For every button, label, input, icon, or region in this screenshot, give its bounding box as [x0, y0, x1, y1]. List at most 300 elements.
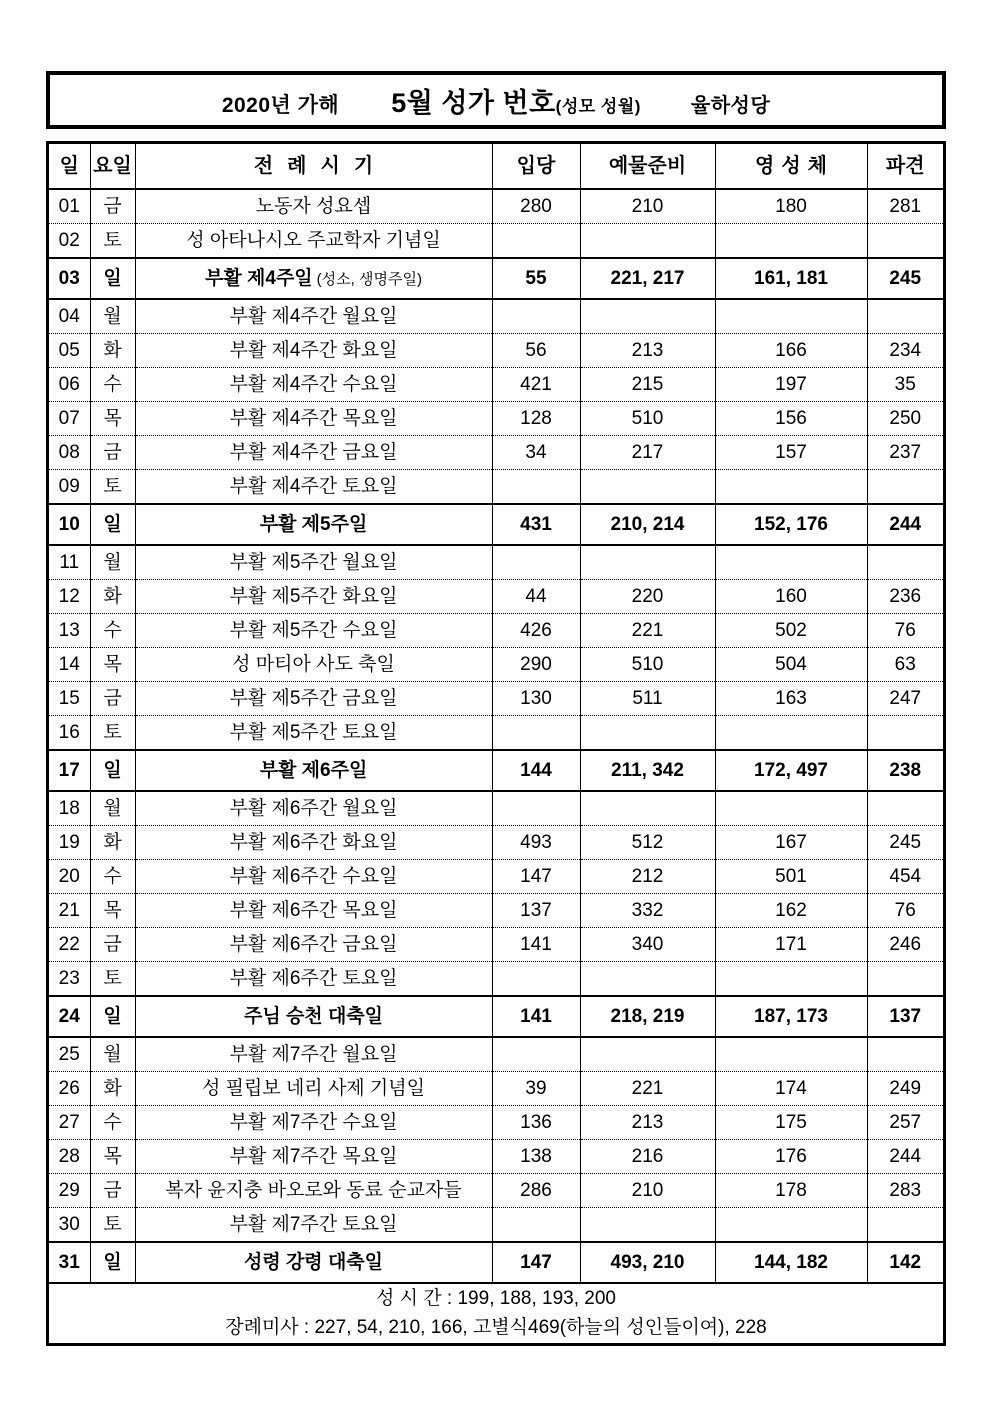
cell-dismissal-hymn: 454: [867, 860, 943, 894]
cell-entrance-hymn: [492, 545, 580, 580]
column-header-liturgy: 전례시기: [135, 144, 492, 189]
cell-liturgy: [135, 682, 492, 716]
cell-dismissal-hymn: 247: [867, 682, 943, 716]
liturgy-name: 성 아타나시오 주교학자 기념일: [186, 229, 441, 251]
footer-line-holy-hour: 성 시 간 : 199, 188, 193, 200: [376, 1288, 616, 1309]
cell-communion-hymn: 167: [715, 826, 867, 860]
cell-entrance-hymn: 44: [492, 580, 580, 614]
liturgy-name: 부활 제4주간 화요일: [229, 339, 398, 361]
cell-weekday: 월: [90, 791, 135, 826]
cell-liturgy: [135, 1037, 492, 1072]
cell-offertory-hymn: 332: [580, 894, 715, 928]
table-row: [49, 580, 943, 614]
cell-day: 11: [49, 545, 90, 580]
table-row: [49, 224, 943, 259]
cell-dismissal-hymn: 238: [867, 750, 943, 791]
footer-line-funeral-mass: 장례미사 : 227, 54, 210, 166, 고별식469(하늘의 성인들이여), 228: [225, 1317, 767, 1339]
cell-weekday: 목: [90, 894, 135, 928]
liturgy-name: 부활 제7주간 목요일: [229, 1145, 398, 1167]
title-parish: 율하성당: [690, 94, 771, 117]
cell-day: 10: [49, 504, 90, 545]
liturgy-name: 부활 제7주간 수요일: [229, 1111, 398, 1133]
cell-communion-hymn: 144, 182: [715, 1242, 867, 1283]
cell-communion-hymn: 161, 181: [715, 258, 867, 299]
document-title-box: [46, 71, 946, 129]
cell-liturgy: [135, 334, 492, 368]
column-header-weekday: 요일: [90, 144, 135, 189]
cell-communion-hymn: 504: [715, 648, 867, 682]
cell-communion-hymn: [715, 299, 867, 334]
cell-day: 21: [49, 894, 90, 928]
cell-day: 25: [49, 1037, 90, 1072]
cell-entrance-hymn: [492, 1037, 580, 1072]
cell-liturgy: [135, 189, 492, 224]
cell-day: 06: [49, 368, 90, 402]
cell-entrance-hymn: 39: [492, 1072, 580, 1106]
table-row: [49, 504, 943, 545]
cell-communion-hymn: 178: [715, 1174, 867, 1208]
cell-communion-hymn: [715, 470, 867, 505]
liturgy-name: 부활 제4주일: [205, 267, 313, 289]
cell-dismissal-hymn: 234: [867, 334, 943, 368]
cell-entrance-hymn: 144: [492, 750, 580, 791]
cell-communion-hymn: [715, 224, 867, 259]
cell-liturgy: [135, 614, 492, 648]
liturgy-name: 부활 제5주간 토요일: [229, 721, 398, 743]
cell-communion-hymn: 156: [715, 402, 867, 436]
cell-entrance-hymn: 286: [492, 1174, 580, 1208]
cell-liturgy: [135, 648, 492, 682]
cell-dismissal-hymn: [867, 470, 943, 505]
cell-communion-hymn: 187, 173: [715, 996, 867, 1037]
cell-liturgy: [135, 996, 492, 1037]
liturgy-name: 복자 윤지충 바오로와 동료 순교자들: [165, 1179, 462, 1201]
cell-day: 15: [49, 682, 90, 716]
cell-dismissal-hymn: [867, 545, 943, 580]
cell-communion-hymn: 157: [715, 436, 867, 470]
table-row: [49, 962, 943, 997]
table-row: [49, 1140, 943, 1174]
cell-dismissal-hymn: [867, 716, 943, 751]
liturgy-name: 부활 제4주간 토요일: [229, 475, 398, 497]
column-header-offertory: 예물준비: [580, 144, 715, 189]
liturgy-name: 노동자 성요셉: [255, 195, 372, 217]
cell-day: 27: [49, 1106, 90, 1140]
liturgy-name: 부활 제6주간 월요일: [229, 797, 398, 819]
table-row: [49, 334, 943, 368]
cell-offertory-hymn: 510: [580, 402, 715, 436]
cell-weekday: 월: [90, 299, 135, 334]
liturgy-name: 부활 제5주간 화요일: [229, 585, 398, 607]
cell-communion-hymn: 175: [715, 1106, 867, 1140]
liturgy-name: 부활 제6주일: [259, 759, 368, 781]
cell-weekday: 화: [90, 1072, 135, 1106]
cell-entrance-hymn: [492, 791, 580, 826]
cell-communion-hymn: 197: [715, 368, 867, 402]
cell-day: 13: [49, 614, 90, 648]
cell-entrance-hymn: 138: [492, 1140, 580, 1174]
page-title: 5월 성가 번호: [391, 87, 556, 118]
liturgy-name: 부활 제4주간 금요일: [229, 441, 398, 463]
cell-dismissal-hymn: [867, 1208, 943, 1243]
cell-day: 16: [49, 716, 90, 751]
column-header-dismissal: 파견: [867, 144, 943, 189]
cell-entrance-hymn: 136: [492, 1106, 580, 1140]
cell-weekday: 화: [90, 580, 135, 614]
cell-offertory-hymn: [580, 299, 715, 334]
liturgy-name: 부활 제6주간 수요일: [229, 865, 398, 887]
cell-liturgy: [135, 928, 492, 962]
liturgy-name: 부활 제5주간 금요일: [229, 687, 398, 709]
cell-entrance-hymn: 431: [492, 504, 580, 545]
liturgy-name: 부활 제6주간 목요일: [229, 899, 398, 921]
cell-day: 09: [49, 470, 90, 505]
cell-dismissal-hymn: [867, 962, 943, 997]
cell-weekday: 토: [90, 224, 135, 259]
table-row: [49, 648, 943, 682]
cell-dismissal-hymn: 250: [867, 402, 943, 436]
cell-dismissal-hymn: 245: [867, 258, 943, 299]
table-row: [49, 750, 943, 791]
cell-weekday: 금: [90, 436, 135, 470]
cell-entrance-hymn: [492, 1208, 580, 1243]
cell-day: 01: [49, 189, 90, 224]
cell-offertory-hymn: 216: [580, 1140, 715, 1174]
cell-day: 18: [49, 791, 90, 826]
table-row: [49, 299, 943, 334]
cell-entrance-hymn: 141: [492, 928, 580, 962]
footer-row: [49, 1283, 943, 1343]
cell-liturgy: [135, 894, 492, 928]
cell-offertory-hymn: 215: [580, 368, 715, 402]
cell-weekday: 금: [90, 189, 135, 224]
table-header-row: [49, 144, 943, 189]
cell-offertory-hymn: 210: [580, 189, 715, 224]
cell-liturgy: [135, 224, 492, 259]
cell-liturgy: [135, 962, 492, 997]
table-row: [49, 894, 943, 928]
table-row: [49, 860, 943, 894]
liturgy-name: 부활 제5주일: [259, 513, 368, 535]
cell-weekday: 수: [90, 1106, 135, 1140]
cell-dismissal-hymn: 236: [867, 580, 943, 614]
cell-offertory-hymn: 210: [580, 1174, 715, 1208]
cell-dismissal-hymn: 257: [867, 1106, 943, 1140]
cell-entrance-hymn: 55: [492, 258, 580, 299]
cell-offertory-hymn: [580, 1208, 715, 1243]
cell-weekday: 일: [90, 750, 135, 791]
cell-entrance-hymn: 141: [492, 996, 580, 1037]
cell-dismissal-hymn: 63: [867, 648, 943, 682]
table-row: [49, 614, 943, 648]
cell-day: 31: [49, 1242, 90, 1283]
table-body: [49, 189, 943, 1283]
cell-dismissal-hymn: [867, 299, 943, 334]
cell-communion-hymn: 501: [715, 860, 867, 894]
cell-communion-hymn: 171: [715, 928, 867, 962]
cell-weekday: 금: [90, 1174, 135, 1208]
cell-offertory-hymn: [580, 962, 715, 997]
cell-offertory-hymn: 213: [580, 334, 715, 368]
cell-liturgy: [135, 860, 492, 894]
cell-liturgy: [135, 258, 492, 299]
cell-weekday: 일: [90, 996, 135, 1037]
cell-day: 05: [49, 334, 90, 368]
cell-dismissal-hymn: 35: [867, 368, 943, 402]
cell-offertory-hymn: 221, 217: [580, 258, 715, 299]
cell-weekday: 월: [90, 545, 135, 580]
column-header-entrance: 입당: [492, 144, 580, 189]
table-row: [49, 682, 943, 716]
cell-weekday: 일: [90, 1242, 135, 1283]
table-row: [49, 1072, 943, 1106]
cell-communion-hymn: [715, 1037, 867, 1072]
liturgy-name: 부활 제4주간 목요일: [229, 407, 398, 429]
cell-day: 02: [49, 224, 90, 259]
cell-liturgy: [135, 1208, 492, 1243]
cell-offertory-hymn: 212: [580, 860, 715, 894]
cell-liturgy: [135, 580, 492, 614]
cell-offertory-hymn: 510: [580, 648, 715, 682]
cell-offertory-hymn: 220: [580, 580, 715, 614]
cell-entrance-hymn: [492, 962, 580, 997]
cell-day: 24: [49, 996, 90, 1037]
cell-offertory-hymn: 213: [580, 1106, 715, 1140]
cell-weekday: 목: [90, 402, 135, 436]
cell-communion-hymn: 172, 497: [715, 750, 867, 791]
cell-entrance-hymn: 128: [492, 402, 580, 436]
cell-day: 08: [49, 436, 90, 470]
table-row: [49, 189, 943, 224]
cell-liturgy: [135, 1174, 492, 1208]
liturgy-name: 성 필립보 네리 사제 기념일: [201, 1077, 425, 1099]
cell-dismissal-hymn: 137: [867, 996, 943, 1037]
cell-liturgy: [135, 436, 492, 470]
cell-communion-hymn: [715, 962, 867, 997]
cell-communion-hymn: 160: [715, 580, 867, 614]
cell-liturgy: [135, 402, 492, 436]
table-row: [49, 716, 943, 751]
cell-day: 04: [49, 299, 90, 334]
cell-entrance-hymn: 34: [492, 436, 580, 470]
cell-offertory-hymn: [580, 791, 715, 826]
cell-weekday: 수: [90, 860, 135, 894]
footer-notes: [49, 1283, 943, 1343]
cell-offertory-hymn: 211, 342: [580, 750, 715, 791]
title-parenthetical: (성모 성월): [555, 96, 641, 116]
table-row: [49, 368, 943, 402]
cell-communion-hymn: 166: [715, 334, 867, 368]
cell-liturgy: [135, 545, 492, 580]
cell-communion-hymn: 174: [715, 1072, 867, 1106]
table-row: [49, 402, 943, 436]
cell-offertory-hymn: 210, 214: [580, 504, 715, 545]
cell-weekday: 목: [90, 1140, 135, 1174]
liturgy-name: 부활 제6주간 화요일: [229, 831, 398, 853]
cell-offertory-hymn: [580, 470, 715, 505]
cell-dismissal-hymn: 246: [867, 928, 943, 962]
cell-dismissal-hymn: 283: [867, 1174, 943, 1208]
cell-dismissal-hymn: 237: [867, 436, 943, 470]
cell-dismissal-hymn: 244: [867, 504, 943, 545]
column-header-communion: 영성체: [715, 144, 867, 189]
cell-day: 19: [49, 826, 90, 860]
cell-entrance-hymn: [492, 224, 580, 259]
cell-liturgy: [135, 470, 492, 505]
cell-liturgy: [135, 791, 492, 826]
cell-day: 26: [49, 1072, 90, 1106]
table-row: [49, 470, 943, 505]
table-row: [49, 928, 943, 962]
cell-offertory-hymn: [580, 224, 715, 259]
cell-dismissal-hymn: 281: [867, 189, 943, 224]
cell-communion-hymn: 180: [715, 189, 867, 224]
cell-entrance-hymn: [492, 716, 580, 751]
liturgy-name: 부활 제5주간 월요일: [229, 551, 398, 573]
cell-entrance-hymn: 147: [492, 860, 580, 894]
cell-offertory-hymn: 512: [580, 826, 715, 860]
cell-communion-hymn: 162: [715, 894, 867, 928]
cell-dismissal-hymn: 76: [867, 894, 943, 928]
cell-day: 14: [49, 648, 90, 682]
cell-weekday: 토: [90, 470, 135, 505]
cell-liturgy: [135, 1242, 492, 1283]
liturgy-name: 주님 승천 대축일: [243, 1005, 384, 1027]
table-row: [49, 1174, 943, 1208]
cell-offertory-hymn: [580, 716, 715, 751]
table-row: [49, 1208, 943, 1243]
cell-weekday: 토: [90, 716, 135, 751]
cell-weekday: 금: [90, 682, 135, 716]
liturgy-name: 부활 제6주간 토요일: [229, 967, 398, 989]
cell-day: 23: [49, 962, 90, 997]
cell-offertory-hymn: 221: [580, 614, 715, 648]
liturgy-name: 부활 제4주간 수요일: [229, 373, 398, 395]
title-inner: [222, 81, 770, 120]
cell-liturgy: [135, 504, 492, 545]
cell-weekday: 수: [90, 614, 135, 648]
cell-dismissal-hymn: 76: [867, 614, 943, 648]
cell-offertory-hymn: 218, 219: [580, 996, 715, 1037]
cell-liturgy: [135, 1072, 492, 1106]
cell-liturgy: [135, 368, 492, 402]
cell-communion-hymn: [715, 791, 867, 826]
cell-day: 12: [49, 580, 90, 614]
cell-communion-hymn: 152, 176: [715, 504, 867, 545]
cell-weekday: 월: [90, 1037, 135, 1072]
table-row: [49, 258, 943, 299]
cell-dismissal-hymn: [867, 1037, 943, 1072]
cell-entrance-hymn: 290: [492, 648, 580, 682]
cell-liturgy: [135, 750, 492, 791]
cell-offertory-hymn: 221: [580, 1072, 715, 1106]
cell-liturgy: [135, 826, 492, 860]
table-row: [49, 545, 943, 580]
table-row: [49, 826, 943, 860]
cell-entrance-hymn: 137: [492, 894, 580, 928]
cell-day: 20: [49, 860, 90, 894]
cell-dismissal-hymn: 245: [867, 826, 943, 860]
cell-offertory-hymn: [580, 545, 715, 580]
cell-entrance-hymn: 56: [492, 334, 580, 368]
liturgy-name: 부활 제6주간 금요일: [229, 933, 398, 955]
cell-entrance-hymn: 493: [492, 826, 580, 860]
cell-communion-hymn: [715, 1208, 867, 1243]
cell-communion-hymn: [715, 716, 867, 751]
table-row: [49, 996, 943, 1037]
table-row: [49, 436, 943, 470]
cell-dismissal-hymn: 244: [867, 1140, 943, 1174]
table-row: [49, 1037, 943, 1072]
cell-entrance-hymn: 421: [492, 368, 580, 402]
cell-offertory-hymn: 217: [580, 436, 715, 470]
liturgy-name: 부활 제7주간 토요일: [229, 1213, 398, 1235]
liturgy-subnote: (성소, 생명주일): [316, 270, 422, 288]
cell-entrance-hymn: 130: [492, 682, 580, 716]
schedule-table-wrapper: [46, 141, 946, 1346]
column-header-day: 일: [49, 144, 90, 189]
cell-day: 30: [49, 1208, 90, 1243]
cell-offertory-hymn: 493, 210: [580, 1242, 715, 1283]
cell-dismissal-hymn: 142: [867, 1242, 943, 1283]
cell-weekday: 수: [90, 368, 135, 402]
cell-communion-hymn: [715, 545, 867, 580]
cell-entrance-hymn: [492, 299, 580, 334]
cell-communion-hymn: 163: [715, 682, 867, 716]
cell-day: 22: [49, 928, 90, 962]
liturgy-name: 부활 제7주간 월요일: [229, 1043, 398, 1065]
table-row: [49, 1106, 943, 1140]
liturgy-name: 성령 강령 대축일: [243, 1251, 384, 1273]
cell-weekday: 일: [90, 258, 135, 299]
cell-day: 07: [49, 402, 90, 436]
cell-day: 17: [49, 750, 90, 791]
cell-weekday: 금: [90, 928, 135, 962]
table-row: [49, 791, 943, 826]
cell-weekday: 목: [90, 648, 135, 682]
cell-entrance-hymn: [492, 470, 580, 505]
cell-communion-hymn: 176: [715, 1140, 867, 1174]
cell-dismissal-hymn: [867, 791, 943, 826]
title-year: 2020년 가해: [221, 93, 340, 117]
liturgy-name: 부활 제5주간 수요일: [229, 619, 398, 641]
cell-weekday: 토: [90, 1208, 135, 1243]
cell-offertory-hymn: 511: [580, 682, 715, 716]
cell-offertory-hymn: 340: [580, 928, 715, 962]
table-row: [49, 1242, 943, 1283]
cell-communion-hymn: 502: [715, 614, 867, 648]
cell-day: 28: [49, 1140, 90, 1174]
cell-offertory-hymn: [580, 1037, 715, 1072]
cell-dismissal-hymn: [867, 224, 943, 259]
cell-day: 03: [49, 258, 90, 299]
cell-dismissal-hymn: 249: [867, 1072, 943, 1106]
cell-liturgy: [135, 716, 492, 751]
cell-entrance-hymn: 280: [492, 189, 580, 224]
hymn-schedule-table: [49, 144, 943, 1343]
cell-liturgy: [135, 1106, 492, 1140]
cell-weekday: 일: [90, 504, 135, 545]
cell-weekday: 토: [90, 962, 135, 997]
liturgy-name: 성 마티아 사도 축일: [232, 653, 395, 675]
cell-weekday: 화: [90, 334, 135, 368]
cell-entrance-hymn: 147: [492, 1242, 580, 1283]
cell-entrance-hymn: 426: [492, 614, 580, 648]
liturgy-name: 부활 제4주간 월요일: [229, 305, 398, 327]
cell-weekday: 화: [90, 826, 135, 860]
cell-liturgy: [135, 1140, 492, 1174]
cell-day: 29: [49, 1174, 90, 1208]
